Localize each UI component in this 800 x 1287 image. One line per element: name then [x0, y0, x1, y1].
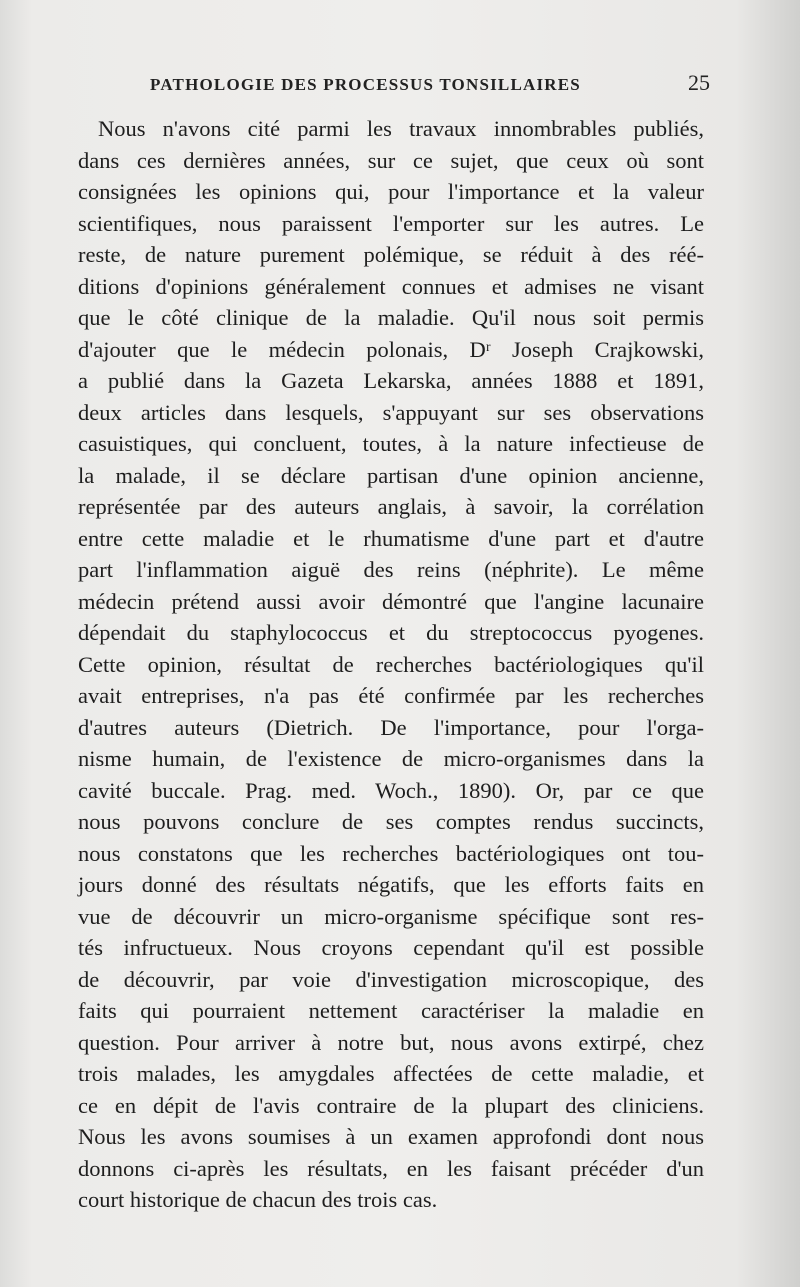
- running-title: PATHOLOGIE DES PROCESSUS TONSILLAIRES: [150, 75, 581, 94]
- text-line: consignées les opinions qui, pour l'importance et la valeur: [78, 179, 704, 204]
- text-line: avait entreprises, n'a pas été confirmée par les recherches: [78, 683, 704, 708]
- text-line: tés infructueux. Nous croyons cependant qu'il est possible: [78, 935, 704, 960]
- text-line: nisme humain, de l'existence de micro-organismes dans la: [78, 746, 704, 771]
- text-line: d'autres auteurs (Dietrich. De l'importance, pour l'orga-: [78, 714, 704, 740]
- text-line: d'ajouter que le médecin polonais, Dʳ Joseph Crajkowski,: [78, 336, 704, 362]
- text-line: part l'inflammation aiguë des reins (néphrite). Le même: [78, 557, 704, 582]
- text-line: jours donné des résultats négatifs, que les efforts faits en: [78, 872, 704, 897]
- text-line: a publié dans la Gazeta Lekarska, années 1888 et 1891,: [78, 368, 704, 393]
- text-line: faits qui pourraient nettement caractériser la maladie en: [78, 998, 704, 1023]
- text-line: nous pouvons conclure de ses comptes rendus succincts,: [78, 809, 704, 834]
- text-line: scientifiques, nous paraissent l'emporter sur les autres. Le: [78, 210, 704, 236]
- text-line: entre cette maladie et le rhumatisme d'une part et d'autre: [78, 525, 704, 551]
- body-text: [78, 113, 704, 1216]
- text-line: question. Pour arriver à notre but, nous avons extirpé, chez: [78, 1029, 704, 1055]
- text-line: deux articles dans lesquels, s'appuyant sur ses observations: [78, 399, 704, 425]
- text-line: Cette opinion, résultat de recherches bactériologiques qu'il: [78, 651, 704, 677]
- text-line: dépendait du staphylococcus et du streptococcus pyogenes.: [78, 620, 704, 645]
- page-number: 25: [688, 70, 710, 95]
- text-line: la malade, il se déclare partisan d'une opinion ancienne,: [78, 462, 704, 488]
- text-line: de découvrir, par voie d'investigation microscopique, des: [78, 966, 704, 992]
- text-line: vue de découvrir un micro-organisme spécifique sont res-: [78, 903, 704, 929]
- text-line: médecin prétend aussi avoir démontré que l'angine lacunaire: [78, 588, 704, 614]
- text-line: nous constatons que les recherches bactériologiques ont tou-: [78, 840, 704, 866]
- text-line: que le côté clinique de la maladie. Qu'il nous soit permis: [78, 305, 704, 330]
- text-line: donnons ci-après les résultats, en les faisant précéder d'un: [78, 1155, 704, 1181]
- text-line: ce en dépit de l'avis contraire de la plupart des cliniciens.: [78, 1092, 704, 1118]
- text-line: casuistiques, qui concluent, toutes, à la nature infectieuse de: [78, 431, 704, 456]
- text-line: représentée par des auteurs anglais, à savoir, la corrélation: [78, 494, 704, 519]
- text-line: Nous les avons soumises à un examen approfondi dont nous: [78, 1124, 704, 1149]
- text-line: dans ces dernières années, sur ce sujet, que ceux où sont: [78, 147, 704, 173]
- text-line: Nous n'avons cité parmi les travaux innombrables publiés,: [98, 116, 704, 141]
- text-line: court historique de chacun des trois cas.: [78, 1187, 438, 1212]
- running-head: [150, 70, 710, 96]
- text-line: ditions d'opinions généralement connues et admises ne visant: [78, 273, 704, 299]
- text-line: reste, de nature purement polémique, se réduit à des réé-: [78, 242, 704, 267]
- text-line: cavité buccale. Prag. med. Woch., 1890). Or, par ce que: [78, 777, 704, 803]
- text-line: trois malades, les amygdales affectées de cette maladie, et: [78, 1061, 704, 1086]
